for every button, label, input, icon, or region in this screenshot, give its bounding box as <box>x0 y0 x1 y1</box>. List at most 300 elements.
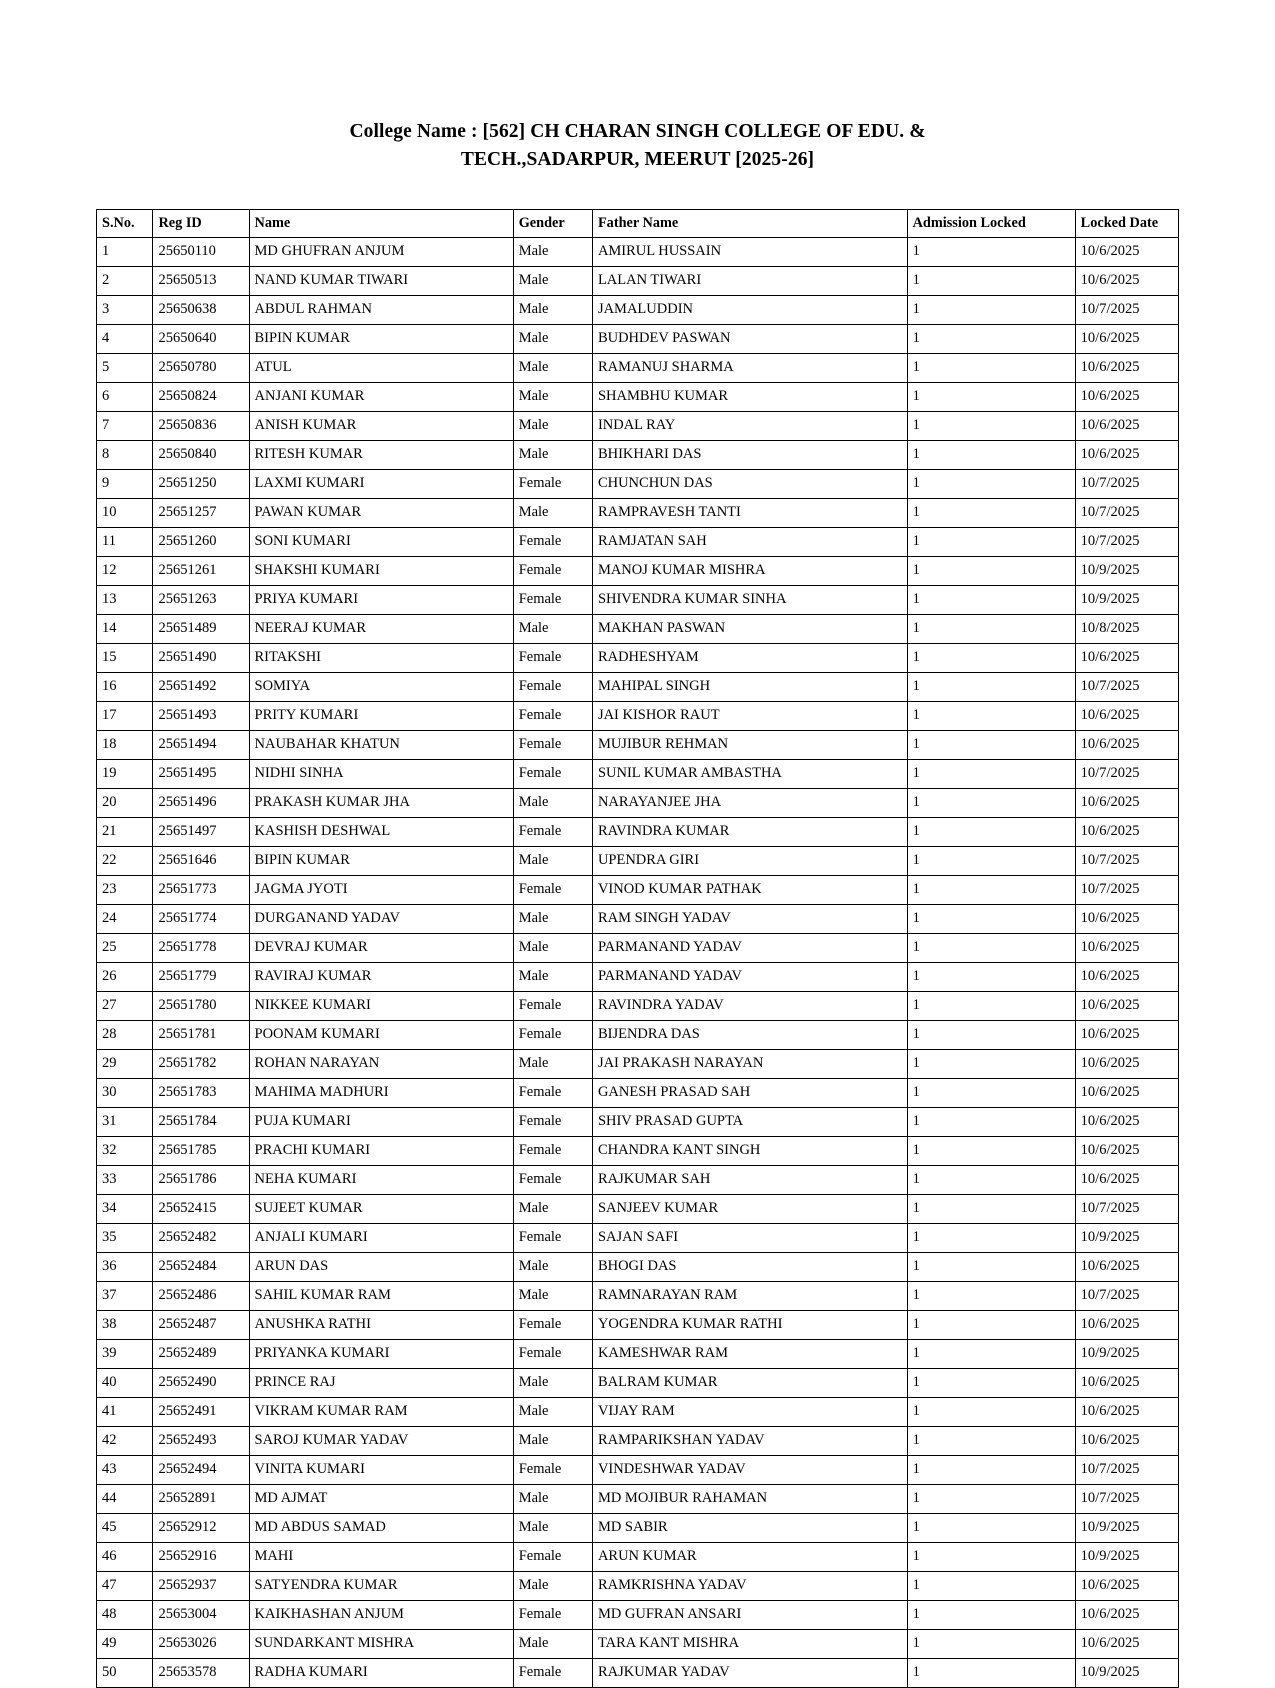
cell-reg-id: 25652484 <box>153 1252 249 1281</box>
page-title <box>96 118 1179 175</box>
table-row <box>97 817 1179 846</box>
cell-locked-date: 10/9/2025 <box>1075 585 1178 614</box>
cell-name: NIKKEE KUMARI <box>249 991 513 1020</box>
cell-sno: 48 <box>97 1600 153 1629</box>
cell-locked-date: 10/9/2025 <box>1075 1339 1178 1368</box>
cell-locked-date: 10/7/2025 <box>1075 875 1178 904</box>
cell-gender: Female <box>513 585 592 614</box>
cell-reg-id: 25651646 <box>153 846 249 875</box>
cell-name: ARUN DAS <box>249 1252 513 1281</box>
cell-father-name: GANESH PRASAD SAH <box>592 1078 907 1107</box>
table-row <box>97 324 1179 353</box>
table-row <box>97 1658 1179 1687</box>
cell-sno: 33 <box>97 1165 153 1194</box>
table-row <box>97 1629 1179 1658</box>
cell-gender: Female <box>513 1165 592 1194</box>
table-row <box>97 962 1179 991</box>
cell-admission-locked: 1 <box>907 1339 1075 1368</box>
cell-name: PRINCE RAJ <box>249 1368 513 1397</box>
cell-name: PUJA KUMARI <box>249 1107 513 1136</box>
cell-gender: Male <box>513 1281 592 1310</box>
cell-sno: 21 <box>97 817 153 846</box>
student-roster-table <box>96 209 1179 1688</box>
cell-admission-locked: 1 <box>907 1252 1075 1281</box>
cell-reg-id: 25651492 <box>153 672 249 701</box>
cell-admission-locked: 1 <box>907 1020 1075 1049</box>
cell-father-name: TARA KANT MISHRA <box>592 1629 907 1658</box>
cell-father-name: MD MOJIBUR RAHAMAN <box>592 1484 907 1513</box>
cell-locked-date: 10/7/2025 <box>1075 672 1178 701</box>
table-row <box>97 585 1179 614</box>
cell-father-name: JAI PRAKASH NARAYAN <box>592 1049 907 1078</box>
cell-sno: 6 <box>97 382 153 411</box>
cell-gender: Female <box>513 701 592 730</box>
cell-reg-id: 25650638 <box>153 295 249 324</box>
cell-name: BIPIN KUMAR <box>249 324 513 353</box>
cell-father-name: PARMANAND YADAV <box>592 962 907 991</box>
cell-locked-date: 10/6/2025 <box>1075 1078 1178 1107</box>
cell-locked-date: 10/6/2025 <box>1075 324 1178 353</box>
cell-locked-date: 10/7/2025 <box>1075 759 1178 788</box>
cell-reg-id: 25651783 <box>153 1078 249 1107</box>
cell-name: NAND KUMAR TIWARI <box>249 266 513 295</box>
cell-name: SUNDARKANT MISHRA <box>249 1629 513 1658</box>
cell-father-name: VIJAY RAM <box>592 1397 907 1426</box>
cell-admission-locked: 1 <box>907 1513 1075 1542</box>
cell-locked-date: 10/7/2025 <box>1075 527 1178 556</box>
cell-name: ATUL <box>249 353 513 382</box>
cell-name: SATYENDRA KUMAR <box>249 1571 513 1600</box>
cell-sno: 3 <box>97 295 153 324</box>
cell-father-name: NARAYANJEE JHA <box>592 788 907 817</box>
cell-father-name: CHANDRA KANT SINGH <box>592 1136 907 1165</box>
cell-father-name: RAMPARIKSHAN YADAV <box>592 1426 907 1455</box>
table-row <box>97 1223 1179 1252</box>
cell-reg-id: 25651784 <box>153 1107 249 1136</box>
table-row <box>97 1252 1179 1281</box>
cell-admission-locked: 1 <box>907 730 1075 759</box>
cell-admission-locked: 1 <box>907 991 1075 1020</box>
cell-gender: Female <box>513 1658 592 1687</box>
cell-father-name: RAVINDRA YADAV <box>592 991 907 1020</box>
cell-father-name: UPENDRA GIRI <box>592 846 907 875</box>
cell-father-name: SHIVENDRA KUMAR SINHA <box>592 585 907 614</box>
cell-name: KASHISH DESHWAL <box>249 817 513 846</box>
cell-reg-id: 25650640 <box>153 324 249 353</box>
cell-reg-id: 25653026 <box>153 1629 249 1658</box>
cell-sno: 8 <box>97 440 153 469</box>
cell-gender: Male <box>513 1368 592 1397</box>
cell-reg-id: 25652415 <box>153 1194 249 1223</box>
cell-sno: 5 <box>97 353 153 382</box>
cell-locked-date: 10/7/2025 <box>1075 1455 1178 1484</box>
cell-locked-date: 10/7/2025 <box>1075 1484 1178 1513</box>
cell-father-name: BHOGI DAS <box>592 1252 907 1281</box>
cell-father-name: RADHESHYAM <box>592 643 907 672</box>
cell-sno: 20 <box>97 788 153 817</box>
cell-name: MAHI <box>249 1542 513 1571</box>
cell-admission-locked: 1 <box>907 266 1075 295</box>
cell-reg-id: 25651496 <box>153 788 249 817</box>
cell-sno: 43 <box>97 1455 153 1484</box>
cell-sno: 45 <box>97 1513 153 1542</box>
cell-gender: Male <box>513 1484 592 1513</box>
cell-admission-locked: 1 <box>907 1281 1075 1310</box>
cell-admission-locked: 1 <box>907 1397 1075 1426</box>
table-row <box>97 730 1179 759</box>
cell-reg-id: 25650780 <box>153 353 249 382</box>
cell-father-name: KAMESHWAR RAM <box>592 1339 907 1368</box>
cell-sno: 35 <box>97 1223 153 1252</box>
cell-admission-locked: 1 <box>907 353 1075 382</box>
table-row <box>97 527 1179 556</box>
cell-admission-locked: 1 <box>907 498 1075 527</box>
cell-reg-id: 25651495 <box>153 759 249 788</box>
cell-sno: 29 <box>97 1049 153 1078</box>
cell-father-name: MAKHAN PASWAN <box>592 614 907 643</box>
cell-sno: 40 <box>97 1368 153 1397</box>
table-row <box>97 1368 1179 1397</box>
table-row <box>97 643 1179 672</box>
cell-locked-date: 10/6/2025 <box>1075 1107 1178 1136</box>
cell-name: SHAKSHI KUMARI <box>249 556 513 585</box>
cell-reg-id: 25651494 <box>153 730 249 759</box>
cell-locked-date: 10/6/2025 <box>1075 411 1178 440</box>
cell-admission-locked: 1 <box>907 1455 1075 1484</box>
cell-father-name: RAMNARAYAN RAM <box>592 1281 907 1310</box>
cell-name: ROHAN NARAYAN <box>249 1049 513 1078</box>
cell-gender: Male <box>513 1252 592 1281</box>
cell-locked-date: 10/6/2025 <box>1075 1136 1178 1165</box>
cell-locked-date: 10/6/2025 <box>1075 788 1178 817</box>
cell-reg-id: 25651774 <box>153 904 249 933</box>
table-row <box>97 266 1179 295</box>
cell-locked-date: 10/9/2025 <box>1075 1223 1178 1252</box>
cell-admission-locked: 1 <box>907 817 1075 846</box>
cell-reg-id: 25651261 <box>153 556 249 585</box>
cell-sno: 46 <box>97 1542 153 1571</box>
cell-gender: Female <box>513 1107 592 1136</box>
cell-locked-date: 10/9/2025 <box>1075 1513 1178 1542</box>
cell-sno: 23 <box>97 875 153 904</box>
cell-locked-date: 10/6/2025 <box>1075 1252 1178 1281</box>
cell-gender: Female <box>513 1078 592 1107</box>
cell-father-name: RAMKRISHNA YADAV <box>592 1571 907 1600</box>
cell-sno: 15 <box>97 643 153 672</box>
cell-sno: 11 <box>97 527 153 556</box>
cell-name: ABDUL RAHMAN <box>249 295 513 324</box>
cell-admission-locked: 1 <box>907 933 1075 962</box>
cell-name: KAIKHASHAN ANJUM <box>249 1600 513 1629</box>
cell-gender: Male <box>513 411 592 440</box>
cell-admission-locked: 1 <box>907 614 1075 643</box>
cell-locked-date: 10/7/2025 <box>1075 1194 1178 1223</box>
table-row <box>97 933 1179 962</box>
cell-reg-id: 25653004 <box>153 1600 249 1629</box>
cell-sno: 16 <box>97 672 153 701</box>
cell-reg-id: 25650824 <box>153 382 249 411</box>
cell-father-name: RAJKUMAR YADAV <box>592 1658 907 1687</box>
table-row <box>97 411 1179 440</box>
cell-sno: 10 <box>97 498 153 527</box>
cell-name: ANISH KUMAR <box>249 411 513 440</box>
cell-father-name: RAMPRAVESH TANTI <box>592 498 907 527</box>
cell-locked-date: 10/7/2025 <box>1075 295 1178 324</box>
cell-admission-locked: 1 <box>907 295 1075 324</box>
cell-name: SOMIYA <box>249 672 513 701</box>
table-row <box>97 1281 1179 1310</box>
column-header-gender: Gender <box>513 209 592 237</box>
cell-reg-id: 25650840 <box>153 440 249 469</box>
table-row <box>97 1513 1179 1542</box>
cell-gender: Female <box>513 1136 592 1165</box>
cell-name: RITAKSHI <box>249 643 513 672</box>
cell-gender: Male <box>513 266 592 295</box>
cell-father-name: RAMJATAN SAH <box>592 527 907 556</box>
cell-sno: 32 <box>97 1136 153 1165</box>
cell-reg-id: 25651785 <box>153 1136 249 1165</box>
cell-father-name: BALRAM KUMAR <box>592 1368 907 1397</box>
cell-gender: Female <box>513 1223 592 1252</box>
cell-gender: Male <box>513 1049 592 1078</box>
cell-locked-date: 10/6/2025 <box>1075 1368 1178 1397</box>
table-row <box>97 237 1179 266</box>
cell-locked-date: 10/6/2025 <box>1075 1397 1178 1426</box>
cell-name: MD ABDUS SAMAD <box>249 1513 513 1542</box>
cell-admission-locked: 1 <box>907 672 1075 701</box>
cell-father-name: SANJEEV KUMAR <box>592 1194 907 1223</box>
cell-gender: Male <box>513 614 592 643</box>
cell-name: VIKRAM KUMAR RAM <box>249 1397 513 1426</box>
cell-father-name: MAHIPAL SINGH <box>592 672 907 701</box>
cell-sno: 24 <box>97 904 153 933</box>
cell-gender: Male <box>513 440 592 469</box>
cell-reg-id: 25652494 <box>153 1455 249 1484</box>
cell-locked-date: 10/6/2025 <box>1075 1020 1178 1049</box>
cell-father-name: MD GUFRAN ANSARI <box>592 1600 907 1629</box>
cell-admission-locked: 1 <box>907 875 1075 904</box>
cell-reg-id: 25652916 <box>153 1542 249 1571</box>
column-header-father-name: Father Name <box>592 209 907 237</box>
cell-sno: 41 <box>97 1397 153 1426</box>
table-row <box>97 295 1179 324</box>
table-row <box>97 1484 1179 1513</box>
cell-locked-date: 10/6/2025 <box>1075 904 1178 933</box>
cell-name: NIDHI SINHA <box>249 759 513 788</box>
cell-gender: Male <box>513 1571 592 1600</box>
cell-gender: Female <box>513 1542 592 1571</box>
cell-gender: Female <box>513 759 592 788</box>
cell-sno: 28 <box>97 1020 153 1049</box>
table-row <box>97 788 1179 817</box>
cell-father-name: JAMALUDDIN <box>592 295 907 324</box>
cell-admission-locked: 1 <box>907 1049 1075 1078</box>
cell-name: VINITA KUMARI <box>249 1455 513 1484</box>
cell-reg-id: 25651490 <box>153 643 249 672</box>
cell-admission-locked: 1 <box>907 1165 1075 1194</box>
table-row <box>97 1165 1179 1194</box>
table-row <box>97 1020 1179 1049</box>
cell-father-name: MD SABIR <box>592 1513 907 1542</box>
table-row <box>97 1078 1179 1107</box>
cell-reg-id: 25651497 <box>153 817 249 846</box>
cell-locked-date: 10/6/2025 <box>1075 817 1178 846</box>
table-row <box>97 1426 1179 1455</box>
cell-reg-id: 25651780 <box>153 991 249 1020</box>
cell-father-name: BUDHDEV PASWAN <box>592 324 907 353</box>
cell-locked-date: 10/6/2025 <box>1075 382 1178 411</box>
column-header-name: Name <box>249 209 513 237</box>
cell-father-name: PARMANAND YADAV <box>592 933 907 962</box>
cell-sno: 30 <box>97 1078 153 1107</box>
table-row <box>97 1339 1179 1368</box>
cell-father-name: INDAL RAY <box>592 411 907 440</box>
cell-gender: Male <box>513 962 592 991</box>
table-row <box>97 1455 1179 1484</box>
cell-sno: 14 <box>97 614 153 643</box>
cell-locked-date: 10/6/2025 <box>1075 353 1178 382</box>
cell-name: DEVRAJ KUMAR <box>249 933 513 962</box>
cell-gender: Female <box>513 556 592 585</box>
cell-name: RITESH KUMAR <box>249 440 513 469</box>
cell-reg-id: 25652912 <box>153 1513 249 1542</box>
cell-name: JAGMA JYOTI <box>249 875 513 904</box>
table-row <box>97 875 1179 904</box>
cell-reg-id: 25651773 <box>153 875 249 904</box>
cell-locked-date: 10/9/2025 <box>1075 1542 1178 1571</box>
cell-gender: Male <box>513 324 592 353</box>
cell-father-name: MUJIBUR REHMAN <box>592 730 907 759</box>
cell-locked-date: 10/6/2025 <box>1075 1049 1178 1078</box>
cell-gender: Male <box>513 1629 592 1658</box>
cell-reg-id: 25651263 <box>153 585 249 614</box>
cell-father-name: CHUNCHUN DAS <box>592 469 907 498</box>
cell-father-name: RAVINDRA KUMAR <box>592 817 907 846</box>
cell-gender: Female <box>513 527 592 556</box>
cell-locked-date: 10/7/2025 <box>1075 469 1178 498</box>
cell-admission-locked: 1 <box>907 1484 1075 1513</box>
cell-gender: Female <box>513 875 592 904</box>
cell-reg-id: 25651778 <box>153 933 249 962</box>
cell-admission-locked: 1 <box>907 1629 1075 1658</box>
table-row <box>97 1107 1179 1136</box>
cell-gender: Female <box>513 1020 592 1049</box>
cell-reg-id: 25651781 <box>153 1020 249 1049</box>
cell-name: POONAM KUMARI <box>249 1020 513 1049</box>
table-row <box>97 498 1179 527</box>
cell-reg-id: 25652493 <box>153 1426 249 1455</box>
cell-reg-id: 25651260 <box>153 527 249 556</box>
cell-sno: 19 <box>97 759 153 788</box>
cell-sno: 34 <box>97 1194 153 1223</box>
cell-name: DURGANAND YADAV <box>249 904 513 933</box>
table-body <box>97 237 1179 1687</box>
cell-name: RADHA KUMARI <box>249 1658 513 1687</box>
cell-admission-locked: 1 <box>907 1658 1075 1687</box>
cell-reg-id: 25651489 <box>153 614 249 643</box>
cell-reg-id: 25652490 <box>153 1368 249 1397</box>
cell-gender: Female <box>513 1310 592 1339</box>
cell-name: MD AJMAT <box>249 1484 513 1513</box>
cell-name: BIPIN KUMAR <box>249 846 513 875</box>
cell-father-name: MANOJ KUMAR MISHRA <box>592 556 907 585</box>
cell-reg-id: 25652891 <box>153 1484 249 1513</box>
cell-gender: Male <box>513 382 592 411</box>
cell-locked-date: 10/9/2025 <box>1075 1658 1178 1687</box>
cell-gender: Male <box>513 295 592 324</box>
column-header-admission-locked: Admission Locked <box>907 209 1075 237</box>
table-row <box>97 1397 1179 1426</box>
cell-admission-locked: 1 <box>907 469 1075 498</box>
cell-gender: Female <box>513 672 592 701</box>
cell-admission-locked: 1 <box>907 1194 1075 1223</box>
table-row <box>97 904 1179 933</box>
cell-reg-id: 25652491 <box>153 1397 249 1426</box>
table-header <box>97 209 1179 237</box>
cell-gender: Female <box>513 1600 592 1629</box>
cell-name: SAROJ KUMAR YADAV <box>249 1426 513 1455</box>
cell-admission-locked: 1 <box>907 1136 1075 1165</box>
table-row <box>97 991 1179 1020</box>
cell-sno: 36 <box>97 1252 153 1281</box>
cell-admission-locked: 1 <box>907 962 1075 991</box>
cell-father-name: RAM SINGH YADAV <box>592 904 907 933</box>
cell-sno: 49 <box>97 1629 153 1658</box>
cell-father-name: RAMANUJ SHARMA <box>592 353 907 382</box>
cell-admission-locked: 1 <box>907 1310 1075 1339</box>
cell-admission-locked: 1 <box>907 440 1075 469</box>
cell-admission-locked: 1 <box>907 1368 1075 1397</box>
cell-father-name: SHAMBHU KUMAR <box>592 382 907 411</box>
cell-name: PRIYA KUMARI <box>249 585 513 614</box>
cell-reg-id: 25652489 <box>153 1339 249 1368</box>
cell-admission-locked: 1 <box>907 643 1075 672</box>
cell-name: LAXMI KUMARI <box>249 469 513 498</box>
table-row <box>97 1571 1179 1600</box>
cell-admission-locked: 1 <box>907 759 1075 788</box>
table-row <box>97 1136 1179 1165</box>
cell-father-name: RAJKUMAR SAH <box>592 1165 907 1194</box>
cell-name: PRAKASH KUMAR JHA <box>249 788 513 817</box>
table-row <box>97 614 1179 643</box>
column-header-reg-id: Reg ID <box>153 209 249 237</box>
cell-gender: Male <box>513 788 592 817</box>
cell-locked-date: 10/7/2025 <box>1075 498 1178 527</box>
cell-locked-date: 10/6/2025 <box>1075 933 1178 962</box>
cell-sno: 26 <box>97 962 153 991</box>
table-row <box>97 353 1179 382</box>
table-row <box>97 382 1179 411</box>
cell-sno: 2 <box>97 266 153 295</box>
cell-sno: 22 <box>97 846 153 875</box>
cell-locked-date: 10/7/2025 <box>1075 1281 1178 1310</box>
cell-reg-id: 25651786 <box>153 1165 249 1194</box>
cell-admission-locked: 1 <box>907 1107 1075 1136</box>
cell-gender: Female <box>513 469 592 498</box>
column-header-locked-date: Locked Date <box>1075 209 1178 237</box>
cell-sno: 1 <box>97 237 153 266</box>
cell-gender: Male <box>513 1513 592 1542</box>
column-header-sno: S.No. <box>97 209 153 237</box>
cell-sno: 12 <box>97 556 153 585</box>
cell-gender: Male <box>513 237 592 266</box>
cell-sno: 39 <box>97 1339 153 1368</box>
cell-sno: 13 <box>97 585 153 614</box>
cell-locked-date: 10/6/2025 <box>1075 440 1178 469</box>
page-title-line-1: College Name : [562] CH CHARAN SINGH COLLEGE OF EDU. & <box>349 121 926 142</box>
cell-locked-date: 10/6/2025 <box>1075 237 1178 266</box>
cell-name: NEERAJ KUMAR <box>249 614 513 643</box>
